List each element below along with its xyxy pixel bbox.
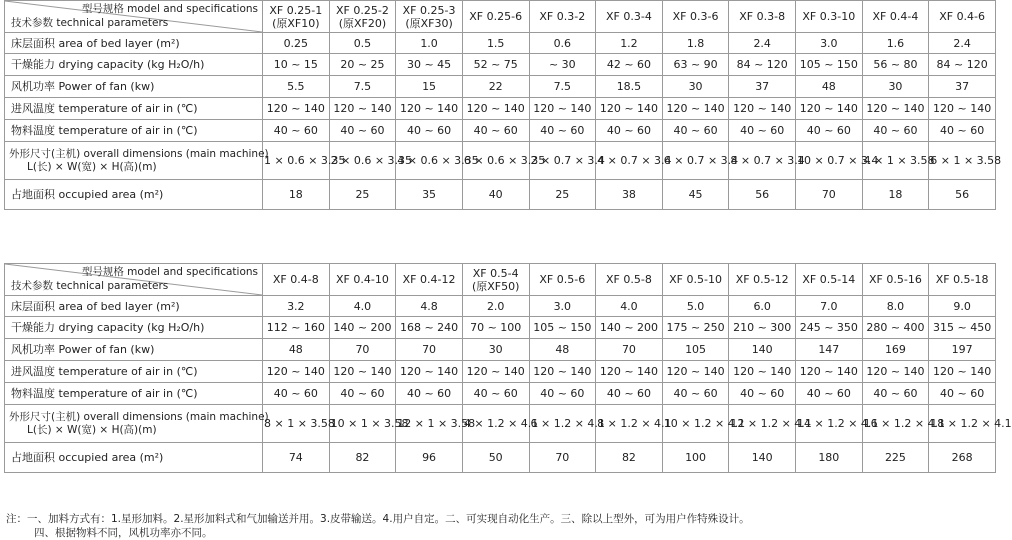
table-cell: 120 ~ 140 xyxy=(929,361,996,383)
table-cell: 40 ~ 60 xyxy=(729,120,796,142)
table-cell: 2.0 xyxy=(462,296,529,317)
row-label xyxy=(5,405,269,443)
table-cell: 50 xyxy=(462,443,529,473)
table-cell: 140 ~ 200 xyxy=(329,317,396,339)
row-material-temp xyxy=(5,383,996,405)
table-cell: 7.5 xyxy=(329,76,396,98)
model-name: XF 0.5-4 xyxy=(472,266,519,280)
table-cell: 70 xyxy=(529,443,596,473)
table-cell: 84 ~ 120 xyxy=(929,54,996,76)
table-cell: 5.0 xyxy=(662,296,729,317)
table-cell: 120 ~ 140 xyxy=(796,361,863,383)
model-name: XF 0.25-2 xyxy=(336,3,389,17)
table-cell: 120 ~ 140 xyxy=(929,98,996,120)
model-former-name: (原XF20) xyxy=(338,16,387,30)
model-name: XF 0.3-8 xyxy=(739,10,786,23)
table-cell: 3.0 xyxy=(796,33,863,54)
table-cell: 1 × 0.6 × 3.35 xyxy=(263,142,330,180)
table-cell: 105 xyxy=(662,339,729,361)
table-cell: 56 ~ 80 xyxy=(862,54,929,76)
model-header-cell xyxy=(396,1,463,33)
table-cell: 1.0 xyxy=(396,33,463,54)
header-row xyxy=(5,1,996,33)
model-header-cell xyxy=(263,1,330,33)
table-cell: 120 ~ 140 xyxy=(662,98,729,120)
model-former-name: (原XF50) xyxy=(471,279,520,293)
notes xyxy=(6,512,996,540)
table-cell: 18 xyxy=(263,180,330,210)
table-cell: 40 ~ 60 xyxy=(329,383,396,405)
table-cell: 7.0 xyxy=(796,296,863,317)
table-cell: 268 xyxy=(929,443,996,473)
model-name: XF 0.5-16 xyxy=(869,273,922,286)
table-cell: 120 ~ 140 xyxy=(729,98,796,120)
row-label xyxy=(5,142,269,180)
table-cell: 70 ~ 100 xyxy=(462,317,529,339)
table-cell: 40 ~ 60 xyxy=(662,383,729,405)
table-cell: ~ 30 xyxy=(529,54,596,76)
tech-param-label: 技术参数 technical parameters xyxy=(11,280,169,292)
row-air-temp xyxy=(5,98,996,120)
table-cell: 18 × 1.2 × 4.1 xyxy=(929,405,996,443)
table-cell: 40 ~ 60 xyxy=(263,383,330,405)
table-cell: 48 xyxy=(796,76,863,98)
table-cell: 4 × 0.7 × 3.4 xyxy=(596,142,663,180)
table-cell: 37 xyxy=(729,76,796,98)
table-cell: 40 ~ 60 xyxy=(929,383,996,405)
table-cell: 22 xyxy=(462,76,529,98)
table-cell: 175 ~ 250 xyxy=(662,317,729,339)
table-cell: 40 ~ 60 xyxy=(263,120,330,142)
table-cell: 70 xyxy=(329,339,396,361)
row-fan-power xyxy=(5,76,996,98)
table-cell: 4 × 1.2 × 4.1 xyxy=(462,405,529,443)
table-cell: 40 xyxy=(462,180,529,210)
table-cell: 245 ~ 350 xyxy=(796,317,863,339)
table-cell: 4 × 1 × 3.58 xyxy=(862,142,929,180)
model-name: XF 0.4-8 xyxy=(272,273,319,286)
header-diagonal-cell xyxy=(5,264,263,296)
table-cell: 82 xyxy=(596,443,663,473)
row-drying-capacity xyxy=(5,317,996,339)
model-header-cell xyxy=(529,264,596,296)
table-cell: 40 ~ 60 xyxy=(329,120,396,142)
model-name: XF 0.25-6 xyxy=(469,10,523,23)
model-header-cell xyxy=(729,264,796,296)
model-spec-label: 型号规格 model and specifications xyxy=(81,3,258,15)
model-header-cell xyxy=(796,264,863,296)
table-cell: 105 ~ 150 xyxy=(529,317,596,339)
table-cell: 120 ~ 140 xyxy=(796,98,863,120)
model-header-cell xyxy=(462,1,529,33)
table-cell: 96 xyxy=(396,443,463,473)
model-name: XF 0.5-14 xyxy=(802,273,856,286)
table-cell: 40 ~ 60 xyxy=(796,120,863,142)
row-dims xyxy=(5,405,996,443)
row-label: 干燥能力 drying capacity (kg H₂O/h) xyxy=(5,317,263,339)
table-cell: 2 × 0.7 × 3.4 xyxy=(529,142,596,180)
dims-label-line-1: 外形尺寸(主机) overall dimensions (main machine) xyxy=(9,147,269,160)
row-air-temp xyxy=(5,361,996,383)
row-occupied-area xyxy=(5,180,996,210)
table-cell: 48 xyxy=(263,339,330,361)
model-name: XF 0.4-6 xyxy=(939,10,986,23)
table-cell: 40 ~ 60 xyxy=(462,120,529,142)
table-cell: 8.0 xyxy=(862,296,929,317)
tech-param-label: 技术参数 technical parameters xyxy=(11,17,169,29)
table-cell: 15 xyxy=(396,76,463,98)
table-cell: 5.5 xyxy=(263,76,330,98)
model-header-cell xyxy=(329,264,396,296)
model-header-cell xyxy=(662,264,729,296)
model-spec-label: 型号规格 model and specifications xyxy=(81,266,258,278)
table-cell: 70 xyxy=(596,339,663,361)
dims-label-line-2: L(长) × W(宽) × H(高)(m) xyxy=(27,160,157,173)
table-cell: 0.5 xyxy=(329,33,396,54)
table-cell: 40 ~ 60 xyxy=(862,383,929,405)
table-cell: 1.2 xyxy=(596,33,663,54)
table-cell: 18 xyxy=(862,180,929,210)
table-cell: 45 xyxy=(662,180,729,210)
model-header-cell xyxy=(862,1,929,33)
row-label: 进风温度 temperature of air in (℃) xyxy=(5,98,263,120)
table-cell: 14 × 1.2 × 4.1 xyxy=(796,405,863,443)
table-cell: 35 xyxy=(396,180,463,210)
table-cell: 120 ~ 140 xyxy=(529,98,596,120)
table-cell: 120 ~ 140 xyxy=(662,361,729,383)
table-cell: 0.6 xyxy=(529,33,596,54)
table-cell: 120 ~ 140 xyxy=(462,98,529,120)
table-cell: 10 × 1 × 3.58 xyxy=(329,405,396,443)
model-header-cell xyxy=(729,1,796,33)
table-cell: 120 ~ 140 xyxy=(329,98,396,120)
table-cell: 56 xyxy=(729,180,796,210)
table-cell: 9.0 xyxy=(929,296,996,317)
table-cell: 40 ~ 60 xyxy=(662,120,729,142)
model-name: XF 0.25-3 xyxy=(402,3,456,17)
table-cell: 120 ~ 140 xyxy=(396,98,463,120)
table-cell: 2.4 xyxy=(929,33,996,54)
table-cell: 30 xyxy=(662,76,729,98)
table-cell: 8 × 1.2 × 4.1 xyxy=(596,405,663,443)
table-cell: 8 × 0.7 × 3.4 xyxy=(729,142,796,180)
model-name: XF 0.25-1 xyxy=(269,3,323,17)
row-occupied-area xyxy=(5,443,996,473)
table-cell: 40 ~ 60 xyxy=(462,383,529,405)
table-cell: 120 ~ 140 xyxy=(596,361,663,383)
row-bed-area xyxy=(5,33,996,54)
table-cell: 52 ~ 75 xyxy=(462,54,529,76)
table-cell: 6 × 1.2 × 4.1 xyxy=(529,405,596,443)
table-cell: 4 × 0.6 × 3.35 xyxy=(396,142,463,180)
table-cell: 120 ~ 140 xyxy=(396,361,463,383)
table-cell: 40 ~ 60 xyxy=(929,120,996,142)
model-name: XF 0.5-6 xyxy=(539,273,586,286)
table-cell: 25 xyxy=(329,180,396,210)
table-cell: 6 × 0.7 × 3.4 xyxy=(662,142,729,180)
model-header-cell xyxy=(796,1,863,33)
model-former-name: (原XF10) xyxy=(272,16,320,30)
table-cell: 30 xyxy=(862,76,929,98)
table-cell: 70 xyxy=(796,180,863,210)
spec-table-2 xyxy=(4,263,1012,473)
dims-label-line-2: L(长) × W(宽) × H(高)(m) xyxy=(27,423,157,436)
table-cell: 37 xyxy=(929,76,996,98)
table-cell: 40 ~ 60 xyxy=(396,120,463,142)
row-label: 风机功率 Power of fan (kw) xyxy=(5,339,263,361)
table-cell: 40 ~ 60 xyxy=(729,383,796,405)
model-header-cell xyxy=(929,1,996,33)
row-label: 物料温度 temperature of air in (℃) xyxy=(5,383,263,405)
table-cell: 2.4 xyxy=(729,33,796,54)
note-line-1: 注：一、加料方式有：1.星形加料。2.星形加料式和气加输送并用。3.皮带输送。4.用户自定。二、可实现自动化生产。三、除以上型外，可为用户作特殊设计。 xyxy=(6,513,750,525)
model-header-cell xyxy=(462,264,529,296)
table-cell: 1.8 xyxy=(662,33,729,54)
table-cell: 30 ~ 45 xyxy=(396,54,463,76)
table-cell: 20 ~ 25 xyxy=(329,54,396,76)
table-cell: 25 xyxy=(529,180,596,210)
table-cell: 40 ~ 60 xyxy=(596,120,663,142)
dims-label-line-1: 外形尺寸(主机) overall dimensions (main machine) xyxy=(9,410,269,423)
table-cell: 82 xyxy=(329,443,396,473)
model-name: XF 0.4-10 xyxy=(336,273,389,286)
model-header-cell xyxy=(329,1,396,33)
table-cell: 120 ~ 140 xyxy=(729,361,796,383)
row-fan-power xyxy=(5,339,996,361)
table-cell: 7.5 xyxy=(529,76,596,98)
header-row xyxy=(5,264,996,296)
table-cell: 84 ~ 120 xyxy=(729,54,796,76)
table-cell: 40 ~ 60 xyxy=(396,383,463,405)
row-label: 占地面积 occupied area (m²) xyxy=(5,443,263,473)
table-cell: 6 × 1 × 3.58 xyxy=(929,142,996,180)
table-cell: 140 xyxy=(729,339,796,361)
model-header-cell xyxy=(529,1,596,33)
table-cell: 120 ~ 140 xyxy=(263,361,330,383)
model-name: XF 0.4-4 xyxy=(872,10,919,23)
row-bed-area xyxy=(5,296,996,317)
table-cell: 1.5 xyxy=(462,33,529,54)
table-cell: 2 × 0.6 × 3.35 xyxy=(329,142,396,180)
header-diagonal-cell xyxy=(5,1,263,33)
table-cell: 42 ~ 60 xyxy=(596,54,663,76)
model-name: XF 0.5-8 xyxy=(606,273,652,286)
table-cell: 210 ~ 300 xyxy=(729,317,796,339)
table-cell: 4.8 xyxy=(396,296,463,317)
table-cell: 120 ~ 140 xyxy=(263,98,330,120)
table-cell: 40 ~ 60 xyxy=(596,383,663,405)
row-material-temp xyxy=(5,120,996,142)
table-cell: 3.2 xyxy=(263,296,330,317)
table-cell: 63 ~ 90 xyxy=(662,54,729,76)
table-cell: 1.6 xyxy=(862,33,929,54)
table-cell: 180 xyxy=(796,443,863,473)
table-cell: 140 xyxy=(729,443,796,473)
row-label: 干燥能力 drying capacity (kg H₂O/h) xyxy=(5,54,263,76)
model-name: XF 0.3-2 xyxy=(539,10,586,23)
table-cell: 16 × 1.2 × 4.1 xyxy=(862,405,929,443)
table-cell: 120 ~ 140 xyxy=(862,98,929,120)
table-cell: 10 ~ 15 xyxy=(263,54,330,76)
table-cell: 38 xyxy=(596,180,663,210)
table-cell: 12 × 1 × 3.58 xyxy=(396,405,463,443)
table-cell: 3.0 xyxy=(529,296,596,317)
table-cell: 225 xyxy=(862,443,929,473)
model-header-cell xyxy=(396,264,463,296)
row-dims xyxy=(5,142,996,180)
model-name: XF 0.3-10 xyxy=(802,10,856,23)
row-label: 物料温度 temperature of air in (℃) xyxy=(5,120,263,142)
table-cell: 12 × 1.2 × 4.1 xyxy=(729,405,796,443)
table-cell: 40 ~ 60 xyxy=(862,120,929,142)
model-name: XF 0.5-18 xyxy=(935,273,989,286)
model-name: XF 0.3-4 xyxy=(606,10,652,23)
row-label: 进风温度 temperature of air in (℃) xyxy=(5,361,263,383)
table-cell: 48 xyxy=(529,339,596,361)
row-label: 风机功率 Power of fan (kw) xyxy=(5,76,263,98)
spec-table-1 xyxy=(4,0,1002,210)
model-name: XF 0.4-12 xyxy=(402,273,456,286)
table-cell: 40 ~ 60 xyxy=(529,383,596,405)
table-cell: 8 × 1 × 3.58 xyxy=(263,405,330,443)
model-header-cell xyxy=(662,1,729,33)
table-cell: 147 xyxy=(796,339,863,361)
row-label: 床层面积 area of bed layer (m²) xyxy=(5,33,263,54)
table-cell: 112 ~ 160 xyxy=(263,317,330,339)
table-cell: 6.0 xyxy=(729,296,796,317)
model-header-cell xyxy=(596,1,663,33)
table-cell: 120 ~ 140 xyxy=(529,361,596,383)
table-cell: 10 × 0.7 × 3.4 xyxy=(796,142,863,180)
table-cell: 120 ~ 140 xyxy=(329,361,396,383)
table-cell: 280 ~ 400 xyxy=(862,317,929,339)
model-header-cell xyxy=(862,264,929,296)
table-cell: 315 ~ 450 xyxy=(929,317,996,339)
table-cell: 197 xyxy=(929,339,996,361)
table-cell: 168 ~ 240 xyxy=(396,317,463,339)
model-former-name: (原XF30) xyxy=(405,16,453,30)
row-label: 占地面积 occupied area (m²) xyxy=(5,180,263,210)
table-cell: 70 xyxy=(396,339,463,361)
model-header-cell xyxy=(929,264,996,296)
table-cell: 4.0 xyxy=(329,296,396,317)
table-cell: 0.25 xyxy=(263,33,330,54)
model-name: XF 0.5-10 xyxy=(669,273,722,286)
row-drying-capacity xyxy=(5,54,996,76)
note-line-2: 四、根据物料不同，风机功率亦不同。 xyxy=(34,527,213,539)
table-cell: 105 ~ 150 xyxy=(796,54,863,76)
table-cell: 4.0 xyxy=(596,296,663,317)
table-cell: 74 xyxy=(263,443,330,473)
table-cell: 100 xyxy=(662,443,729,473)
model-name: XF 0.3-6 xyxy=(672,10,719,23)
table-cell: 56 xyxy=(929,180,996,210)
table-cell: 140 ~ 200 xyxy=(596,317,663,339)
row-label: 床层面积 area of bed layer (m²) xyxy=(5,296,263,317)
model-header-cell xyxy=(596,264,663,296)
table-cell: 30 xyxy=(462,339,529,361)
model-header-cell xyxy=(263,264,330,296)
model-name: XF 0.5-12 xyxy=(735,273,789,286)
table-cell: 18.5 xyxy=(596,76,663,98)
table-cell: 120 ~ 140 xyxy=(596,98,663,120)
table-cell: 169 xyxy=(862,339,929,361)
table-cell: 120 ~ 140 xyxy=(462,361,529,383)
table-cell: 40 ~ 60 xyxy=(796,383,863,405)
table-cell: 6 × 0.6 × 3.35 xyxy=(462,142,529,180)
table-cell: 10 × 1.2 × 4.1 xyxy=(662,405,729,443)
table-cell: 40 ~ 60 xyxy=(529,120,596,142)
table-cell: 120 ~ 140 xyxy=(862,361,929,383)
